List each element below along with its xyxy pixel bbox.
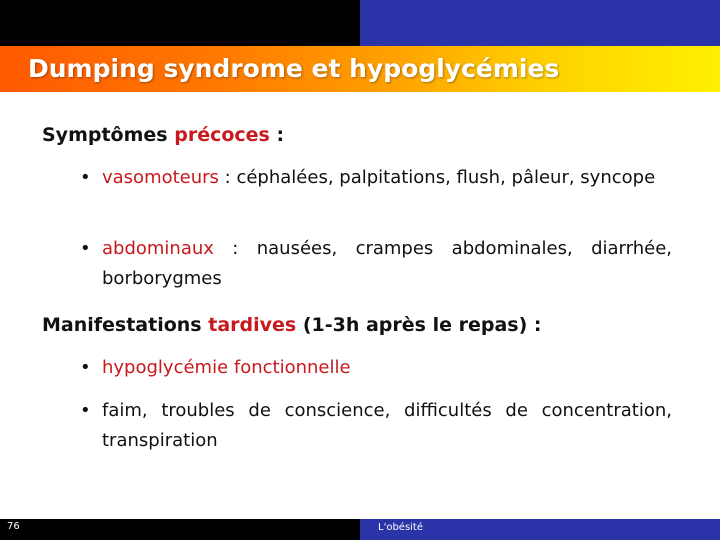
heading-prefix: Manifestations [42, 314, 209, 336]
bullet-term: hypoglycémie fonctionnelle [102, 357, 351, 378]
heading-highlight: précoces [174, 124, 270, 146]
section-heading-late [42, 314, 541, 336]
bullet-dot: • [80, 357, 91, 378]
page-number: 76 [7, 521, 20, 532]
bullet-item [80, 234, 672, 294]
heading-highlight: tardives [208, 314, 297, 336]
bullet-dot: • [80, 238, 91, 259]
header-blue-band [360, 0, 720, 46]
bullet-text: : céphalées, palpitations, flush, pâleur, syncope [218, 167, 656, 188]
footer-black-band [0, 519, 360, 540]
bullet-item [80, 353, 672, 383]
bullet-item [80, 163, 672, 193]
footer-label: L'obésité [378, 522, 423, 533]
header-black-band [0, 0, 360, 46]
bullet-term: vasomoteurs [102, 167, 219, 188]
bullet-term: abdominaux [102, 238, 214, 259]
heading-suffix: (1-3h après le repas) : [296, 314, 542, 336]
section-heading-early [42, 124, 284, 146]
bullet-dot: • [80, 400, 91, 421]
heading-prefix: Symptômes [42, 124, 175, 146]
heading-suffix: : [269, 124, 285, 146]
slide-title: Dumping syndrome et hypoglycémies [28, 54, 560, 83]
bullet-dot: • [80, 167, 91, 188]
bullet-item [80, 396, 672, 456]
bullet-text: : nausées, crampes abdominales, diarrhée, borborygmes [102, 238, 672, 289]
bullet-text: faim, troubles de conscience, difficultés de concentration, transpiration [102, 400, 672, 451]
